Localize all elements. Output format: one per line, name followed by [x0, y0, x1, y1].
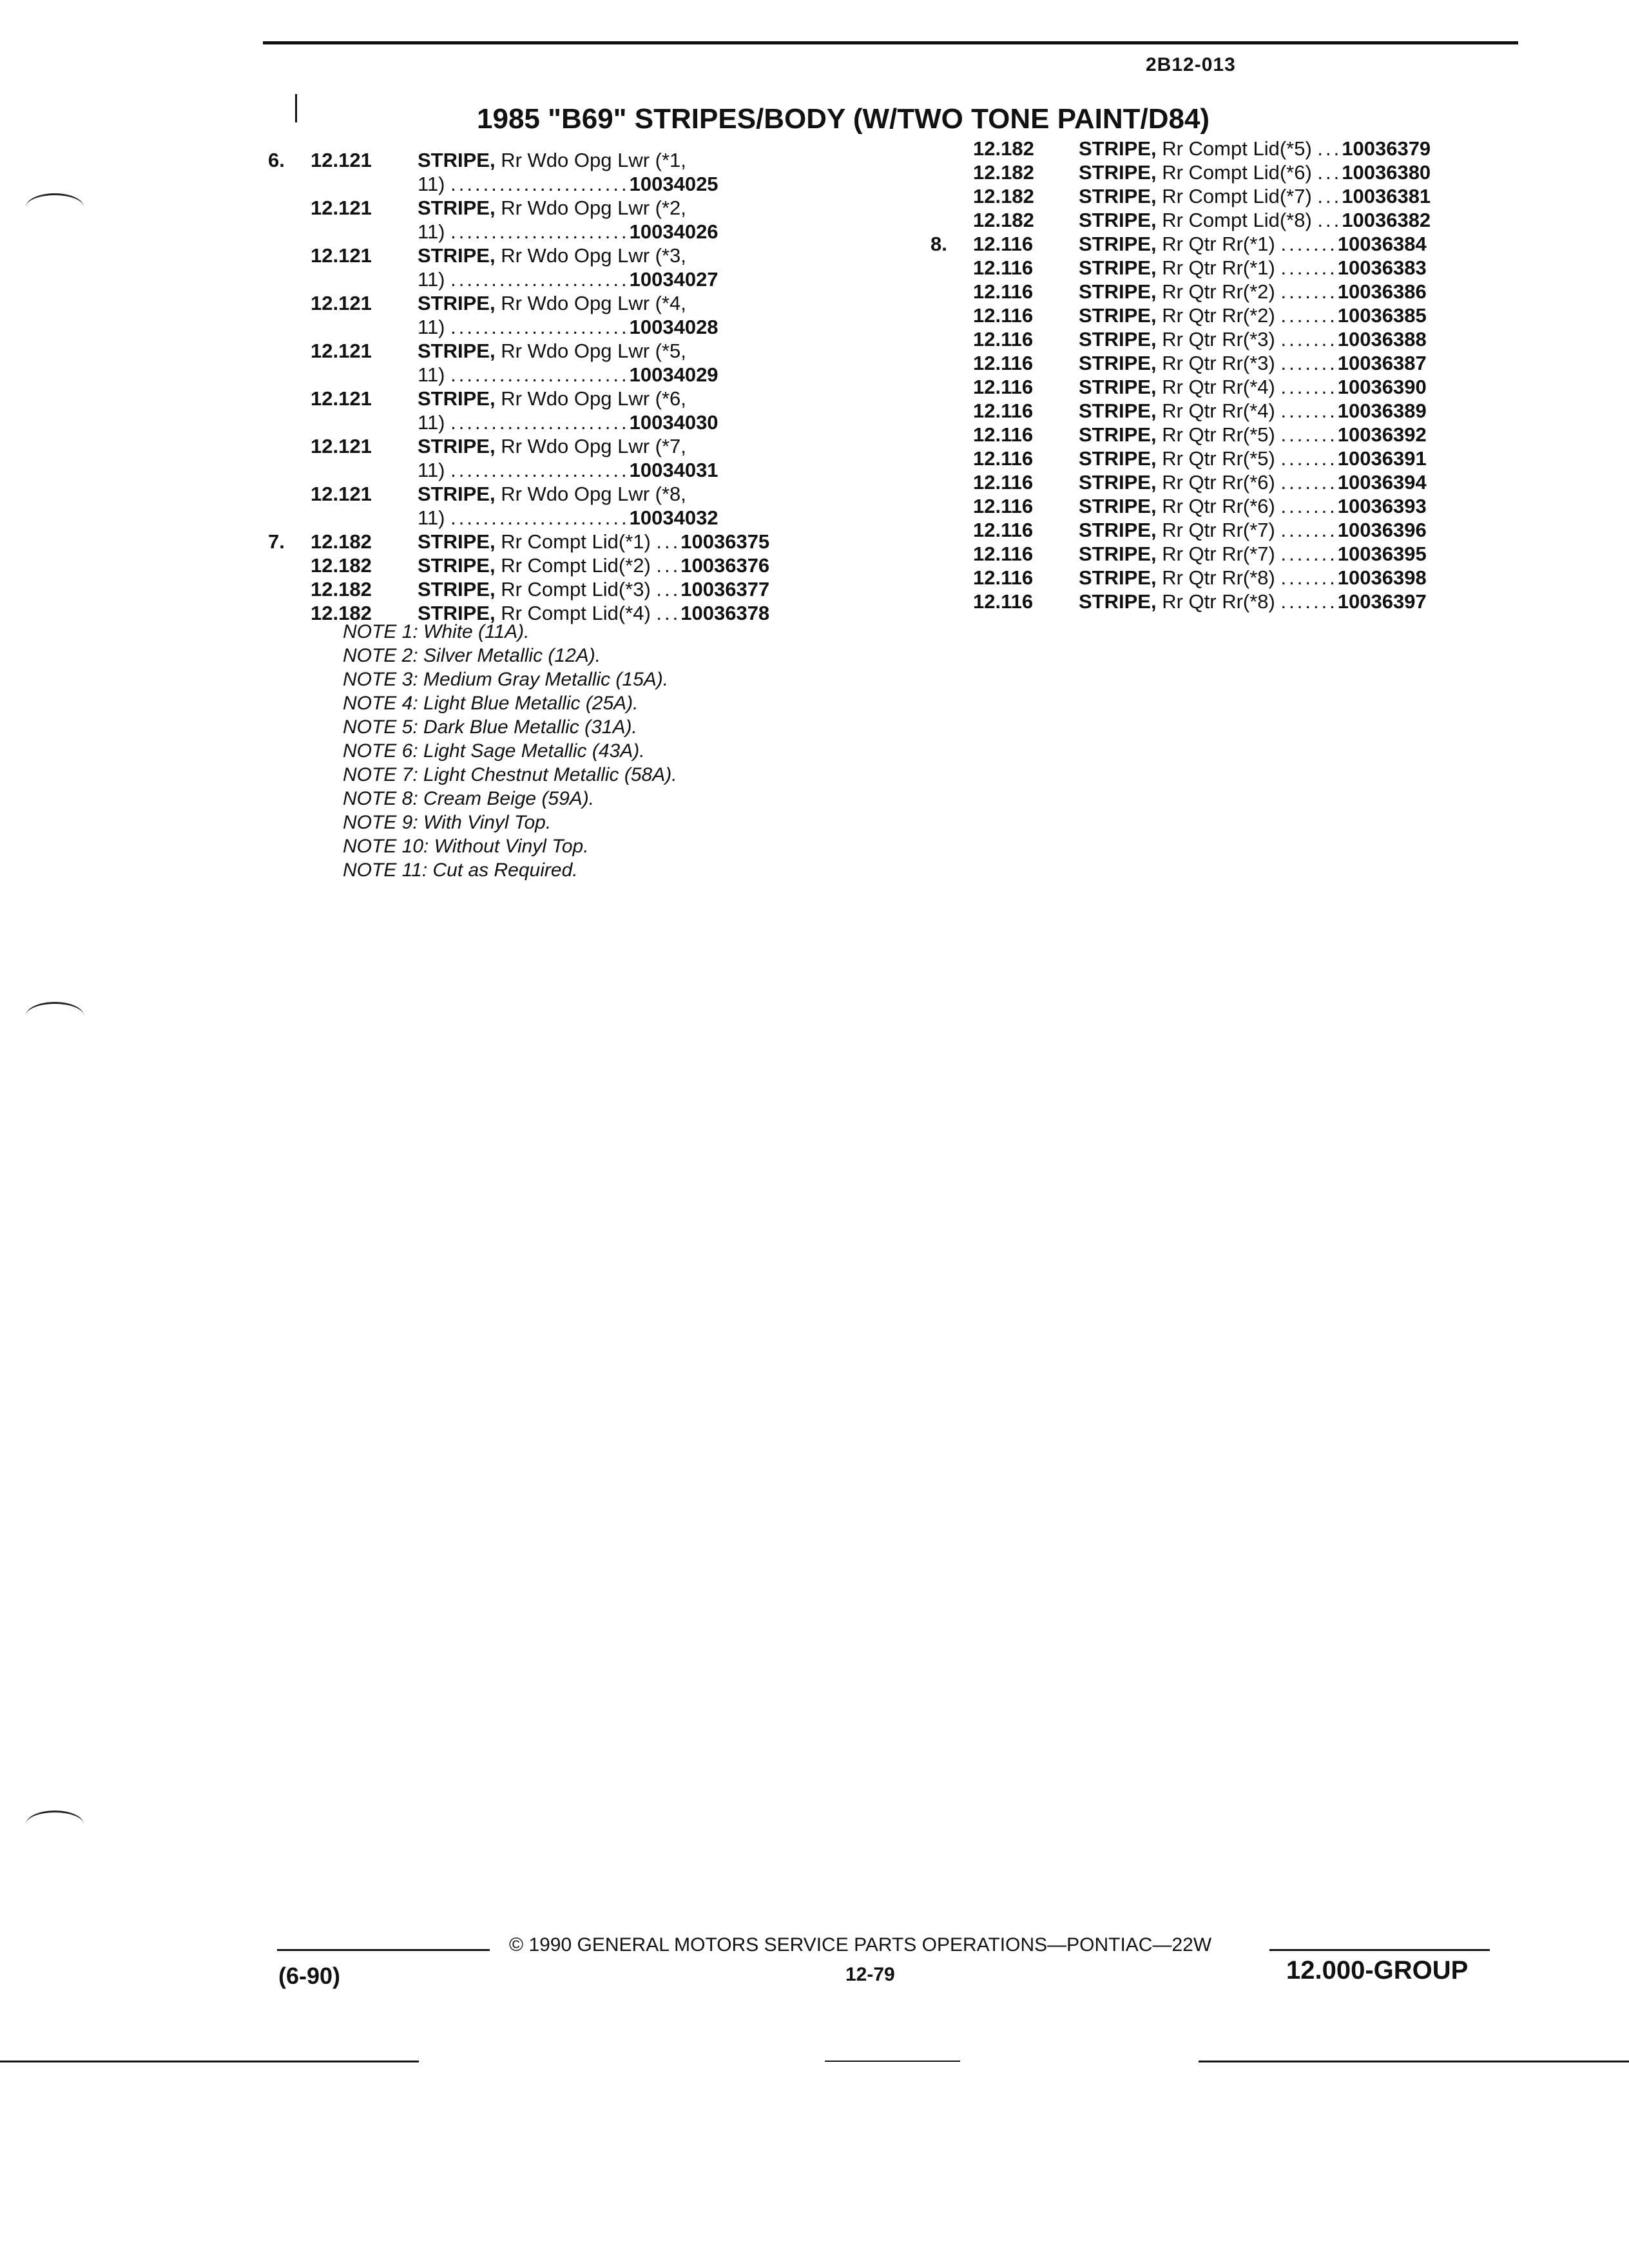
part-description	[1079, 303, 1427, 327]
group-number: 12.182	[973, 137, 1034, 160]
part-number: 10036398	[1337, 566, 1427, 589]
tick-mark	[295, 94, 297, 122]
part-name: STRIPE,	[1079, 519, 1157, 541]
leader-dots: ...	[656, 578, 681, 601]
leader-dots: .......	[1280, 280, 1338, 303]
leader-dots: ......................	[450, 411, 630, 434]
note-ref: 11)	[418, 506, 445, 529]
part-name: STRIPE,	[1079, 447, 1157, 470]
item-number: 8.	[930, 233, 947, 255]
note: NOTE 10: Without Vinyl Top.	[343, 836, 589, 857]
part-name: STRIPE,	[1079, 137, 1157, 160]
part-name: STRIPE,	[1079, 590, 1157, 613]
part-name: STRIPE,	[418, 292, 496, 314]
leader-dots: .......	[1280, 590, 1338, 613]
leader-dots: .......	[1280, 495, 1338, 517]
part-description	[418, 387, 686, 410]
part-description	[418, 482, 686, 506]
note: NOTE 11: Cut as Required.	[343, 860, 578, 881]
group-number: 12.116	[973, 352, 1034, 374]
header-rule	[263, 41, 1518, 44]
part-description	[1079, 208, 1431, 232]
part-name: STRIPE,	[418, 554, 496, 577]
part-description	[1079, 256, 1427, 280]
part-detail: Rr Compt Lid(*5)	[1162, 137, 1312, 160]
leader-dots: ......................	[450, 268, 630, 291]
leader-dots: ...	[1317, 185, 1342, 207]
leader-dots: .......	[1280, 543, 1338, 565]
leader-dots: .......	[1280, 233, 1338, 255]
note-ref: 11)	[418, 268, 445, 291]
part-detail: Rr Compt Lid(*3)	[501, 578, 651, 601]
page-title: 1985 "B69" STRIPES/BODY (W/TWO TONE PAINT/D84)	[477, 103, 1210, 135]
leader-dots: ...	[1317, 209, 1342, 231]
part-detail: Rr Qtr Rr(*5)	[1162, 423, 1275, 446]
part-description-continued	[418, 458, 718, 482]
part-number: 10036394	[1337, 471, 1427, 494]
leader-dots: ...	[656, 554, 681, 577]
part-description	[1079, 375, 1427, 399]
revision-date: (6-90)	[278, 1963, 341, 1989]
part-number: 10036383	[1337, 256, 1427, 279]
part-description	[418, 434, 686, 458]
part-detail: Rr Wdo Opg Lwr (*3,	[501, 244, 686, 267]
bottom-rule-left	[0, 2061, 419, 2062]
group-number: 12.116	[973, 471, 1034, 494]
note: NOTE 6: Light Sage Metallic (43A).	[343, 740, 645, 762]
part-name: STRIPE,	[1079, 304, 1157, 327]
leader-dots: .......	[1280, 376, 1338, 398]
part-number: 10036387	[1337, 352, 1427, 374]
page-number: 12-79	[845, 1964, 895, 1985]
part-name: STRIPE,	[1079, 161, 1157, 184]
part-detail: Rr Qtr Rr(*3)	[1162, 352, 1275, 374]
part-number: 10036397	[1337, 590, 1427, 613]
note-ref: 11)	[418, 459, 445, 481]
part-name: STRIPE,	[1079, 423, 1157, 446]
note-ref: 11)	[418, 316, 445, 338]
part-description	[1079, 542, 1427, 566]
part-number: 10036395	[1337, 543, 1427, 565]
bottom-rule-mid	[825, 2061, 960, 2062]
part-detail: Rr Compt Lid(*2)	[501, 554, 651, 577]
leader-dots: ...	[656, 602, 681, 624]
part-number: 10036392	[1337, 423, 1427, 446]
part-description	[1079, 566, 1427, 590]
group-number: 12.116	[973, 566, 1034, 589]
part-description	[1079, 327, 1427, 351]
punch-hole-mark	[26, 1811, 84, 1838]
part-detail: Rr Wdo Opg Lwr (*4,	[501, 292, 686, 314]
notes-list	[343, 620, 677, 882]
note-ref: 11)	[418, 411, 445, 434]
group-label: 12.000-GROUP	[1286, 1956, 1469, 1984]
part-description	[418, 244, 686, 267]
part-detail: Rr Qtr Rr(*7)	[1162, 519, 1275, 541]
part-name: STRIPE,	[1079, 280, 1157, 303]
group-number: 12.182	[973, 209, 1034, 231]
part-number: 10036376	[680, 554, 770, 577]
part-number: 10036391	[1337, 447, 1427, 470]
part-description-continued	[418, 410, 718, 434]
part-detail: Rr Qtr Rr(*1)	[1162, 233, 1275, 255]
leader-dots: .......	[1280, 328, 1338, 351]
note: NOTE 2: Silver Metallic (12A).	[343, 645, 601, 666]
part-number: 10036393	[1337, 495, 1427, 517]
part-number: 10036378	[680, 602, 770, 624]
leader-dots: ...	[1317, 137, 1342, 160]
part-number: 10036396	[1337, 519, 1427, 541]
part-name: STRIPE,	[1079, 495, 1157, 517]
part-number: 10036386	[1337, 280, 1427, 303]
leader-dots: ......................	[450, 459, 630, 481]
group-number: 12.116	[973, 447, 1034, 470]
part-number: 10034031	[629, 459, 718, 481]
note: NOTE 4: Light Blue Metallic (25A).	[343, 693, 639, 714]
note: NOTE 1: White (11A).	[343, 621, 530, 642]
part-name: STRIPE,	[418, 578, 496, 601]
group-number: 12.116	[973, 376, 1034, 398]
note: NOTE 7: Light Chestnut Metallic (58A).	[343, 764, 677, 785]
footer-rule-right	[1269, 1949, 1490, 1951]
part-description	[1079, 232, 1427, 256]
part-description	[1079, 423, 1427, 447]
part-name: STRIPE,	[1079, 376, 1157, 398]
part-number: 10036380	[1342, 161, 1431, 184]
group-number: 12.116	[973, 280, 1034, 303]
group-number: 12.182	[311, 578, 372, 601]
document-code: 2B12-013	[1146, 54, 1236, 75]
group-number: 12.116	[973, 423, 1034, 446]
part-description-continued	[418, 267, 718, 291]
leader-dots: .......	[1280, 399, 1338, 422]
part-name: STRIPE,	[1079, 399, 1157, 422]
part-description	[418, 553, 769, 577]
part-description	[418, 530, 769, 553]
part-detail: Rr Wdo Opg Lwr (*5,	[501, 340, 686, 362]
leader-dots: ......................	[450, 363, 630, 386]
copyright-line: © 1990 GENERAL MOTORS SERVICE PARTS OPERATIONS—PONTIAC—22W	[509, 1934, 1212, 1956]
part-detail: Rr Wdo Opg Lwr (*8,	[501, 483, 686, 505]
leader-dots: .......	[1280, 447, 1338, 470]
leader-dots: ......................	[450, 220, 630, 243]
group-number: 12.121	[311, 149, 372, 171]
group-number: 12.116	[973, 590, 1034, 613]
group-number: 12.116	[973, 519, 1034, 541]
part-name: STRIPE,	[418, 530, 496, 553]
part-number: 10036384	[1337, 233, 1427, 255]
part-description	[1079, 184, 1431, 208]
part-number: 10034028	[629, 316, 718, 338]
leader-dots: ...	[1317, 161, 1342, 184]
part-number: 10034025	[629, 173, 718, 195]
note: NOTE 3: Medium Gray Metallic (15A).	[343, 669, 669, 690]
group-number: 12.182	[311, 530, 372, 553]
group-number: 12.121	[311, 483, 372, 505]
note-ref: 11)	[418, 173, 445, 195]
part-description	[418, 196, 686, 220]
part-name: STRIPE,	[1079, 471, 1157, 494]
part-number: 10036381	[1342, 185, 1431, 207]
part-name: STRIPE,	[418, 197, 496, 219]
leader-dots: .......	[1280, 304, 1338, 327]
group-number: 12.121	[311, 244, 372, 267]
part-name: STRIPE,	[1079, 352, 1157, 374]
item-number: 6.	[268, 149, 285, 171]
part-detail: Rr Compt Lid(*6)	[1162, 161, 1312, 184]
part-number: 10034032	[629, 506, 718, 529]
part-description	[1079, 137, 1431, 160]
part-name: STRIPE,	[418, 387, 496, 410]
bottom-rule-right	[1199, 2061, 1629, 2062]
part-detail: Rr Wdo Opg Lwr (*2,	[501, 197, 686, 219]
note: NOTE 5: Dark Blue Metallic (31A).	[343, 716, 637, 738]
part-name: STRIPE,	[418, 483, 496, 505]
part-number: 10034029	[629, 363, 718, 386]
leader-dots: .......	[1280, 471, 1338, 494]
leader-dots: .......	[1280, 256, 1338, 279]
note-ref: 11)	[418, 220, 445, 243]
part-detail: Rr Wdo Opg Lwr (*6,	[501, 387, 686, 410]
part-detail: Rr Qtr Rr(*3)	[1162, 328, 1275, 351]
part-number: 10034027	[629, 268, 718, 291]
part-number: 10036388	[1337, 328, 1427, 351]
leader-dots: ......................	[450, 506, 630, 529]
group-number: 12.121	[311, 435, 372, 457]
group-number: 12.116	[973, 543, 1034, 565]
part-description-continued	[418, 315, 718, 339]
leader-dots: ......................	[450, 173, 630, 195]
part-description-continued	[418, 506, 718, 530]
part-detail: Rr Wdo Opg Lwr (*1,	[501, 149, 686, 171]
part-detail: Rr Compt Lid(*4)	[501, 602, 651, 624]
part-description	[1079, 447, 1427, 470]
part-name: STRIPE,	[418, 340, 496, 362]
part-description	[1079, 351, 1427, 375]
item-number: 7.	[268, 530, 285, 553]
part-detail: Rr Qtr Rr(*2)	[1162, 304, 1275, 327]
part-name: STRIPE,	[418, 435, 496, 457]
part-number: 10036382	[1342, 209, 1431, 231]
leader-dots: ......................	[450, 316, 630, 338]
part-description	[1079, 494, 1427, 518]
part-detail: Rr Qtr Rr(*5)	[1162, 447, 1275, 470]
part-detail: Rr Qtr Rr(*4)	[1162, 399, 1275, 422]
part-detail: Rr Qtr Rr(*1)	[1162, 256, 1275, 279]
group-number: 12.182	[973, 161, 1034, 184]
part-description-continued	[418, 220, 718, 244]
group-number: 12.182	[311, 602, 372, 624]
group-number: 12.182	[311, 554, 372, 577]
part-name: STRIPE,	[1079, 185, 1157, 207]
group-number: 12.116	[973, 495, 1034, 517]
part-detail: Rr Qtr Rr(*2)	[1162, 280, 1275, 303]
part-detail: Rr Compt Lid(*1)	[501, 530, 651, 553]
part-description	[418, 339, 686, 363]
part-number: 10036389	[1337, 399, 1427, 422]
part-detail: Rr Qtr Rr(*7)	[1162, 543, 1275, 565]
part-detail: Rr Wdo Opg Lwr (*7,	[501, 435, 686, 457]
part-description	[418, 291, 686, 315]
part-description	[1079, 399, 1427, 423]
footer-rule-left	[277, 1949, 490, 1951]
part-description	[418, 577, 769, 601]
part-name: STRIPE,	[418, 149, 496, 171]
part-number: 10036377	[680, 578, 770, 601]
note: NOTE 9: With Vinyl Top.	[343, 812, 552, 833]
part-detail: Rr Qtr Rr(*8)	[1162, 566, 1275, 589]
part-description	[418, 148, 686, 172]
part-description	[1079, 590, 1427, 613]
group-number: 12.121	[311, 197, 372, 219]
group-number: 12.116	[973, 328, 1034, 351]
part-detail: Rr Compt Lid(*7)	[1162, 185, 1312, 207]
part-number: 10034030	[629, 411, 718, 434]
leader-dots: .......	[1280, 352, 1338, 374]
part-name: STRIPE,	[1079, 233, 1157, 255]
part-detail: Rr Qtr Rr(*6)	[1162, 495, 1275, 517]
part-number: 10036390	[1337, 376, 1427, 398]
leader-dots: ...	[656, 530, 681, 553]
group-number: 12.116	[973, 233, 1034, 255]
part-description	[1079, 518, 1427, 542]
part-name: STRIPE,	[418, 602, 496, 624]
leader-dots: .......	[1280, 566, 1338, 589]
group-number: 12.121	[311, 292, 372, 314]
part-description	[1079, 280, 1427, 303]
part-name: STRIPE,	[418, 244, 496, 267]
note: NOTE 8: Cream Beige (59A).	[343, 788, 595, 809]
group-number: 12.116	[973, 256, 1034, 279]
group-number: 12.121	[311, 340, 372, 362]
part-name: STRIPE,	[1079, 543, 1157, 565]
part-description	[1079, 160, 1431, 184]
part-name: STRIPE,	[1079, 209, 1157, 231]
part-number: 10036385	[1337, 304, 1427, 327]
part-detail: Rr Qtr Rr(*6)	[1162, 471, 1275, 494]
note-ref: 11)	[418, 363, 445, 386]
part-description-continued	[418, 363, 718, 387]
part-description	[1079, 470, 1427, 494]
punch-hole-mark	[26, 1002, 84, 1030]
part-detail: Rr Qtr Rr(*8)	[1162, 590, 1275, 613]
leader-dots: .......	[1280, 519, 1338, 541]
part-name: STRIPE,	[1079, 328, 1157, 351]
leader-dots: .......	[1280, 423, 1338, 446]
group-number: 12.121	[311, 387, 372, 410]
punch-hole-mark	[26, 193, 84, 221]
part-name: STRIPE,	[1079, 256, 1157, 279]
part-name: STRIPE,	[1079, 566, 1157, 589]
part-number: 10034026	[629, 220, 718, 243]
group-number: 12.116	[973, 304, 1034, 327]
group-number: 12.182	[973, 185, 1034, 207]
part-number: 10036375	[680, 530, 770, 553]
part-detail: Rr Compt Lid(*8)	[1162, 209, 1312, 231]
group-number: 12.116	[973, 399, 1034, 422]
part-detail: Rr Qtr Rr(*4)	[1162, 376, 1275, 398]
part-number: 10036379	[1342, 137, 1431, 160]
part-description-continued	[418, 172, 718, 196]
